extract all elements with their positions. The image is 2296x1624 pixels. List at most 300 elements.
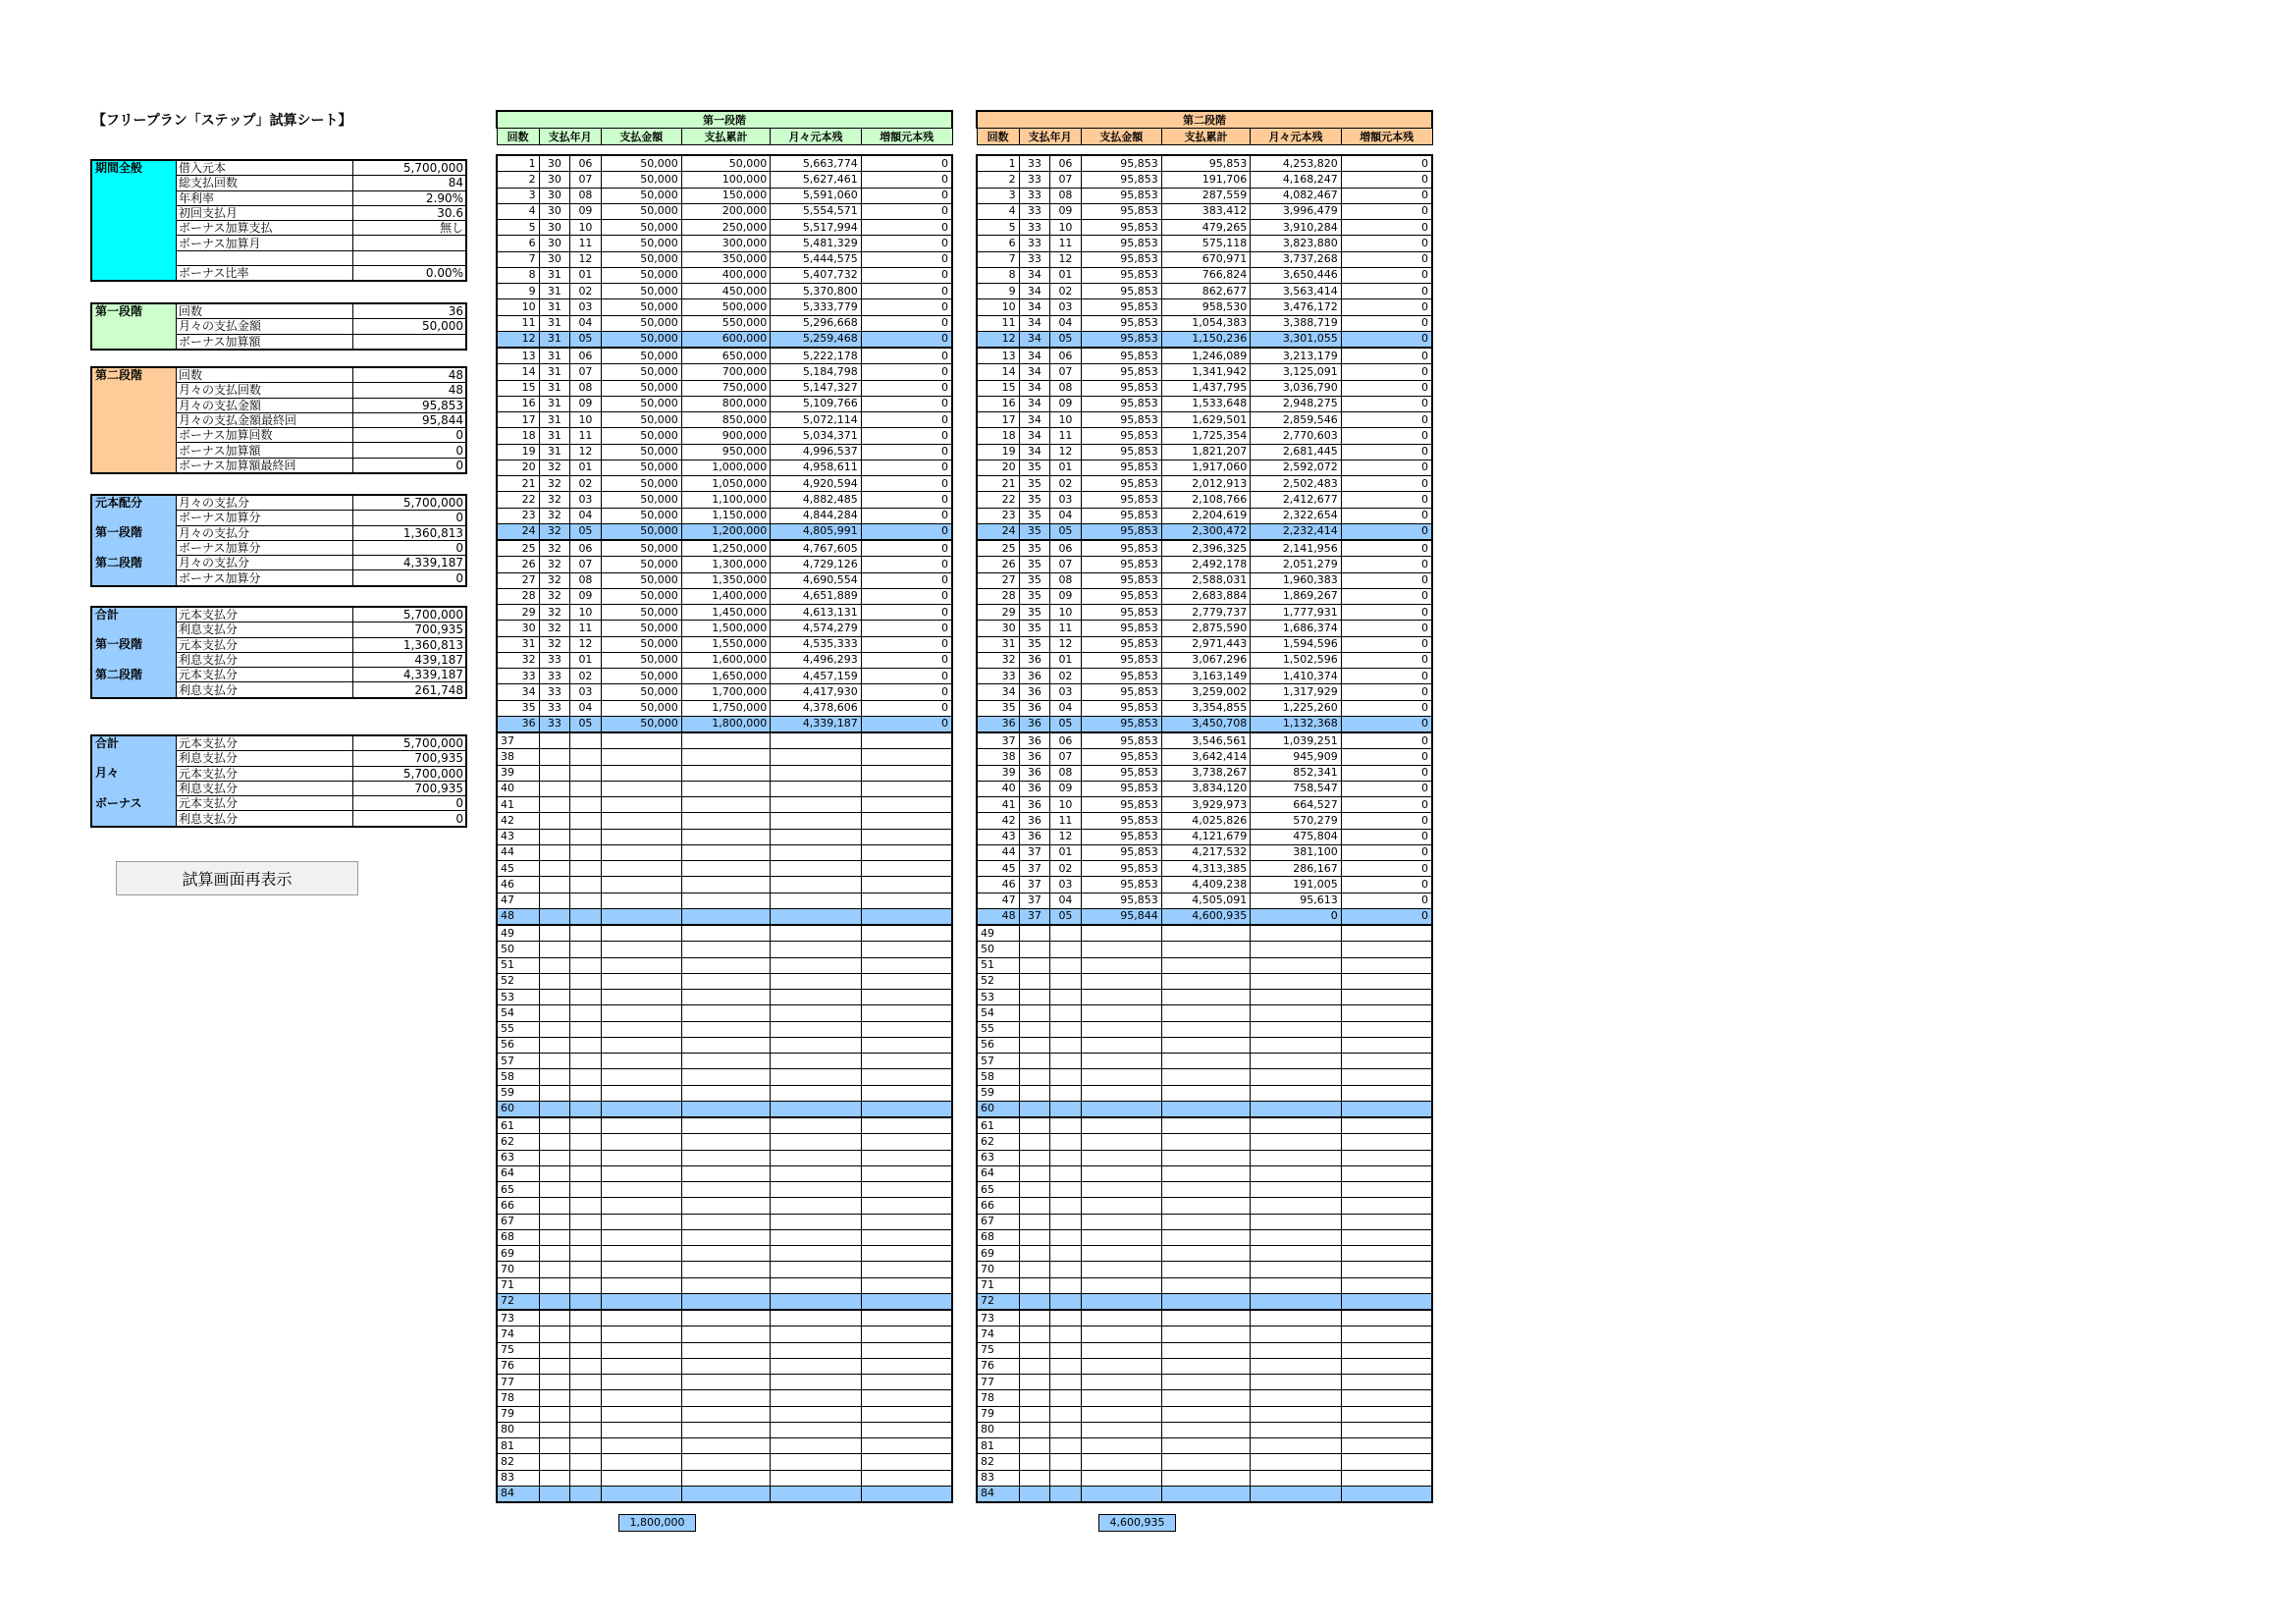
schedule-cell: 3,563,414 — [1251, 284, 1342, 299]
schedule-cell: 2,859,546 — [1251, 412, 1342, 428]
schedule-cell: 1,700,000 — [681, 684, 770, 700]
schedule-cell — [1251, 1470, 1342, 1486]
schedule-cell — [539, 797, 570, 813]
schedule-cell: 18 — [497, 428, 539, 444]
schedule-cell — [1019, 925, 1050, 942]
schedule-cell: 0 — [1341, 540, 1432, 557]
schedule-cell — [539, 1214, 570, 1229]
schedule-cell: 95,853 — [1081, 172, 1161, 188]
schedule-row — [497, 844, 952, 860]
payment-totals-table — [90, 606, 467, 699]
schedule-cell — [570, 781, 602, 796]
schedule-cell: 0 — [1341, 523, 1432, 540]
schedule-cell: 37 — [1019, 893, 1050, 908]
schedule-cell: 30 — [539, 220, 570, 236]
schedule-cell — [570, 1422, 602, 1437]
schedule-cell — [1019, 1454, 1050, 1470]
param-value: 無し — [353, 221, 467, 236]
schedule-cell — [861, 1214, 952, 1229]
schedule-row — [977, 220, 1432, 236]
schedule-cell: 08 — [1050, 765, 1082, 781]
schedule-cell: 12 — [1050, 251, 1082, 267]
param-label: 元本支払分 — [177, 668, 353, 682]
param-value: 0 — [353, 796, 467, 811]
schedule-cell: 95,853 — [1081, 188, 1161, 203]
schedule-cell: 65 — [497, 1182, 539, 1198]
schedule-cell: 95,853 — [1081, 203, 1161, 219]
schedule-cell — [1019, 1037, 1050, 1053]
schedule-cell — [570, 1406, 602, 1422]
schedule-cell: 95,853 — [1081, 557, 1161, 572]
schedule-cell: 287,559 — [1161, 188, 1250, 203]
schedule-cell — [1050, 1262, 1082, 1277]
schedule-cell — [681, 942, 770, 957]
schedule-cell: 0 — [861, 267, 952, 283]
schedule-cell: 50,000 — [601, 348, 681, 364]
schedule-cell: 5,259,468 — [771, 331, 862, 348]
schedule-cell — [539, 1454, 570, 1470]
param-value: 84 — [353, 176, 467, 190]
schedule-cell: 0 — [1341, 557, 1432, 572]
schedule-cell: 0 — [1341, 749, 1432, 765]
schedule-cell: 61 — [497, 1117, 539, 1134]
schedule-cell: 5,370,800 — [771, 284, 862, 299]
schedule-cell: 01 — [570, 460, 602, 475]
schedule-cell: 1,594,596 — [1251, 636, 1342, 652]
schedule-cell — [771, 1117, 862, 1134]
schedule-cell: 08 — [1050, 188, 1082, 203]
schedule-cell — [1161, 1454, 1250, 1470]
schedule-cell — [1081, 1358, 1161, 1374]
param-label: ボーナス加算月 — [177, 236, 353, 250]
schedule-cell — [771, 1406, 862, 1422]
schedule-cell — [681, 1358, 770, 1374]
schedule-cell — [681, 1165, 770, 1181]
schedule-cell — [570, 797, 602, 813]
schedule-cell: 75 — [497, 1342, 539, 1358]
schedule-cell — [681, 1101, 770, 1117]
schedule-cell: 33 — [1019, 236, 1050, 251]
schedule-cell — [1081, 1277, 1161, 1293]
redisplay-button[interactable]: 試算画面再表示 — [116, 861, 358, 895]
schedule-cell: 0 — [1341, 444, 1432, 460]
schedule-cell — [601, 1069, 681, 1085]
schedule-cell — [771, 925, 862, 942]
schedule-cell — [681, 1229, 770, 1245]
schedule-cell — [861, 1486, 952, 1502]
schedule-cell — [601, 1214, 681, 1229]
schedule-cell: 73 — [977, 1310, 1019, 1326]
schedule-cell: 5 — [977, 220, 1019, 236]
schedule-cell: 0 — [1341, 781, 1432, 796]
schedule-cell: 12 — [570, 636, 602, 652]
schedule-row — [977, 1085, 1432, 1101]
schedule-cell — [1161, 1229, 1250, 1245]
schedule-cell: 08 — [570, 572, 602, 588]
schedule-cell — [601, 1037, 681, 1053]
sheet-title: 【フリープラン「ステップ」試算シート】 — [92, 113, 352, 129]
schedule-row — [497, 364, 952, 380]
schedule-cell — [539, 908, 570, 925]
schedule-cell — [1161, 1326, 1250, 1342]
schedule-cell: 0 — [1341, 572, 1432, 588]
schedule-row — [977, 172, 1432, 188]
schedule-cell: 23 — [497, 508, 539, 523]
schedule-row — [977, 1326, 1432, 1342]
schedule-row — [497, 669, 952, 684]
schedule-cell: 47 — [497, 893, 539, 908]
schedule-cell: 33 — [1019, 251, 1050, 267]
schedule-cell — [539, 861, 570, 877]
schedule-cell — [681, 877, 770, 893]
schedule-cell — [1019, 1293, 1050, 1310]
schedule-cell — [1161, 1342, 1250, 1358]
schedule-cell: 766,824 — [1161, 267, 1250, 283]
schedule-cell: 12 — [570, 444, 602, 460]
schedule-cell: 1,869,267 — [1251, 588, 1342, 604]
schedule-cell — [570, 749, 602, 765]
param-value — [353, 250, 467, 265]
schedule-cell: 01 — [570, 652, 602, 668]
schedule-cell: 37 — [1019, 844, 1050, 860]
schedule-cell: 2,204,619 — [1161, 508, 1250, 523]
schedule-cell — [681, 1406, 770, 1422]
schedule-cell: 1,317,929 — [1251, 684, 1342, 700]
schedule-cell — [539, 1150, 570, 1165]
schedule-row — [497, 1054, 952, 1069]
schedule-cell — [1251, 1454, 1342, 1470]
schedule-cell: 05 — [570, 523, 602, 540]
schedule-cell: 0 — [861, 331, 952, 348]
schedule-cell: 0 — [1341, 348, 1432, 364]
schedule-row — [977, 1150, 1432, 1165]
schedule-cell — [1019, 942, 1050, 957]
schedule-row — [977, 797, 1432, 813]
schedule-cell — [601, 1406, 681, 1422]
schedule-row — [977, 492, 1432, 508]
schedule-cell: 34 — [1019, 315, 1050, 331]
schedule-cell — [771, 1054, 862, 1069]
param-label: 月々の支払金額 — [177, 319, 353, 334]
column-header: 回数 — [497, 129, 539, 145]
schedule-cell: 95,853 — [1081, 588, 1161, 604]
param-label: 元本支払分 — [177, 637, 353, 652]
schedule-cell — [771, 1101, 862, 1117]
schedule-cell: 95,853 — [1081, 348, 1161, 364]
schedule-cell: 4,378,606 — [771, 700, 862, 716]
schedule-row — [497, 765, 952, 781]
schedule-cell — [539, 1438, 570, 1454]
payment-breakdown-table — [90, 734, 467, 828]
schedule-cell: 2,051,279 — [1251, 557, 1342, 572]
schedule-cell — [1161, 1037, 1250, 1053]
schedule-cell: 56 — [497, 1037, 539, 1053]
schedule-cell: 0 — [1341, 188, 1432, 203]
schedule-cell — [1341, 1358, 1432, 1374]
schedule-cell: 03 — [570, 299, 602, 315]
schedule-cell — [1251, 1375, 1342, 1390]
schedule-cell — [570, 1486, 602, 1502]
schedule-cell: 02 — [1050, 284, 1082, 299]
schedule-cell: 3,450,708 — [1161, 716, 1250, 732]
schedule-cell: 84 — [497, 1486, 539, 1502]
schedule-cell: 69 — [497, 1246, 539, 1262]
schedule-cell: 4,496,293 — [771, 652, 862, 668]
schedule-cell: 0 — [861, 669, 952, 684]
param-label: ボーナス比率 — [177, 266, 353, 282]
schedule-cell — [601, 1358, 681, 1374]
param-category-label: 第一段階 — [91, 637, 177, 668]
schedule-row — [977, 1165, 1432, 1181]
schedule-cell: 95,853 — [1081, 444, 1161, 460]
schedule-cell: 56 — [977, 1037, 1019, 1053]
schedule-cell — [570, 908, 602, 925]
schedule-cell: 4,805,991 — [771, 523, 862, 540]
schedule-cell: 0 — [861, 572, 952, 588]
schedule-cell: 10 — [570, 220, 602, 236]
schedule-cell: 21 — [497, 476, 539, 492]
schedule-cell: 28 — [497, 588, 539, 604]
schedule-cell — [570, 1150, 602, 1165]
schedule-cell: 41 — [977, 797, 1019, 813]
schedule-cell: 46 — [497, 877, 539, 893]
schedule-cell: 30 — [539, 188, 570, 203]
schedule-cell — [771, 1021, 862, 1037]
schedule-cell — [1050, 1117, 1082, 1134]
schedule-cell: 82 — [497, 1454, 539, 1470]
schedule-cell — [771, 813, 862, 829]
schedule-cell: 1,200,000 — [681, 523, 770, 540]
schedule-cell: 0 — [861, 172, 952, 188]
schedule-cell: 32 — [539, 508, 570, 523]
schedule-cell: 0 — [1341, 844, 1432, 860]
schedule-cell: 3,125,091 — [1251, 364, 1342, 380]
schedule-cell: 3,738,267 — [1161, 765, 1250, 781]
schedule-cell — [601, 1486, 681, 1502]
schedule-cell: 63 — [497, 1150, 539, 1165]
schedule-cell — [771, 1293, 862, 1310]
schedule-cell: 10 — [570, 605, 602, 621]
schedule-cell: 950,000 — [681, 444, 770, 460]
schedule-cell: 32 — [539, 572, 570, 588]
schedule-cell — [681, 1054, 770, 1069]
schedule-cell: 5,554,571 — [771, 203, 862, 219]
schedule-cell: 8 — [977, 267, 1019, 283]
schedule-cell — [1251, 1390, 1342, 1406]
schedule-cell: 95,853 — [1081, 412, 1161, 428]
schedule-cell: 07 — [570, 364, 602, 380]
schedule-cell — [681, 1486, 770, 1502]
schedule-row — [977, 284, 1432, 299]
schedule-cell — [1019, 1358, 1050, 1374]
schedule-cell: 0 — [1341, 155, 1432, 172]
schedule-cell: 0 — [861, 251, 952, 267]
schedule-row — [497, 155, 952, 172]
schedule-cell: 1,502,596 — [1251, 652, 1342, 668]
schedule-cell — [1161, 1117, 1250, 1134]
schedule-cell: 4,168,247 — [1251, 172, 1342, 188]
schedule-cell — [681, 1037, 770, 1053]
schedule-row — [977, 813, 1432, 829]
schedule-cell — [1251, 925, 1342, 942]
schedule-cell — [1161, 1150, 1250, 1165]
schedule-cell — [771, 877, 862, 893]
schedule-cell: 95,853 — [1081, 299, 1161, 315]
schedule-cell: 09 — [1050, 781, 1082, 796]
schedule-cell: 0 — [1341, 476, 1432, 492]
schedule-cell — [1019, 1117, 1050, 1134]
schedule-cell: 2,770,603 — [1251, 428, 1342, 444]
schedule-row — [497, 797, 952, 813]
param-label: 月々の支払金額 — [177, 398, 353, 412]
schedule-cell: 95,853 — [1081, 732, 1161, 749]
schedule-cell — [1081, 1326, 1161, 1342]
schedule-cell — [1019, 1101, 1050, 1117]
schedule-cell: 49 — [977, 925, 1019, 942]
schedule-cell: 28 — [977, 588, 1019, 604]
param-row — [91, 367, 466, 383]
schedule-cell: 95,853 — [1081, 523, 1161, 540]
schedule-cell: 31 — [539, 444, 570, 460]
overall-params-table — [90, 159, 467, 282]
schedule-cell — [1019, 1054, 1050, 1069]
schedule-cell: 550,000 — [681, 315, 770, 331]
schedule-cell: 34 — [497, 684, 539, 700]
schedule-cell: 4,409,238 — [1161, 877, 1250, 893]
schedule-cell: 36 — [1019, 716, 1050, 732]
schedule-cell — [539, 1037, 570, 1053]
schedule-row — [977, 908, 1432, 925]
schedule-cell: 3,213,179 — [1251, 348, 1342, 364]
schedule-cell — [570, 1182, 602, 1198]
schedule-cell: 5,034,371 — [771, 428, 862, 444]
schedule-cell — [861, 1054, 952, 1069]
schedule-cell — [861, 990, 952, 1005]
schedule-row — [977, 957, 1432, 973]
schedule-cell — [1081, 1021, 1161, 1037]
schedule-row — [497, 1454, 952, 1470]
schedule-row — [977, 572, 1432, 588]
schedule-cell — [601, 1422, 681, 1437]
schedule-row — [497, 781, 952, 796]
schedule-cell: 2,492,178 — [1161, 557, 1250, 572]
schedule-cell: 50,000 — [601, 652, 681, 668]
schedule-cell: 50,000 — [601, 572, 681, 588]
schedule-cell: 09 — [1050, 588, 1082, 604]
schedule-cell: 29 — [977, 605, 1019, 621]
schedule-row — [977, 444, 1432, 460]
schedule-cell: 191,706 — [1161, 172, 1250, 188]
schedule-row — [977, 315, 1432, 331]
schedule-cell: 76 — [497, 1358, 539, 1374]
schedule-cell — [570, 973, 602, 989]
schedule-cell: 75 — [977, 1342, 1019, 1358]
schedule-cell: 30 — [497, 621, 539, 636]
schedule-cell — [681, 1069, 770, 1085]
schedule-row — [977, 236, 1432, 251]
schedule-row — [497, 749, 952, 765]
schedule-cell: 35 — [1019, 605, 1050, 621]
param-label: 初回支払月 — [177, 205, 353, 220]
schedule-cell: 37 — [1019, 861, 1050, 877]
schedule-cell — [861, 1470, 952, 1486]
schedule-cell: 0 — [1341, 172, 1432, 188]
schedule-row — [497, 1422, 952, 1437]
schedule-cell — [681, 1150, 770, 1165]
schedule-cell: 4,767,605 — [771, 540, 862, 557]
schedule-cell: 500,000 — [681, 299, 770, 315]
schedule-cell: 38 — [497, 749, 539, 765]
schedule-cell: 1,437,795 — [1161, 380, 1250, 396]
schedule-cell — [539, 1101, 570, 1117]
schedule-cell — [539, 893, 570, 908]
param-category-label: ボーナス — [91, 796, 177, 827]
schedule-cell: 33 — [539, 652, 570, 668]
schedule-cell — [570, 1229, 602, 1245]
param-label: ボーナス加算分 — [177, 511, 353, 525]
schedule-cell: 1,725,354 — [1161, 428, 1250, 444]
schedule-cell: 67 — [977, 1214, 1019, 1229]
schedule-cell — [1251, 1101, 1342, 1117]
schedule-row — [977, 523, 1432, 540]
schedule-cell: 400,000 — [681, 267, 770, 283]
schedule-cell — [771, 1486, 862, 1502]
schedule-cell — [861, 1101, 952, 1117]
schedule-cell — [1019, 1486, 1050, 1502]
schedule-cell — [539, 1390, 570, 1406]
schedule-cell: 12 — [977, 331, 1019, 348]
schedule-cell: 0 — [1341, 813, 1432, 829]
schedule-cell: 479,265 — [1161, 220, 1250, 236]
schedule-cell: 52 — [497, 973, 539, 989]
schedule-cell — [1161, 1390, 1250, 1406]
schedule-cell — [1161, 1262, 1250, 1277]
schedule-cell: 11 — [570, 428, 602, 444]
schedule-row — [977, 877, 1432, 893]
schedule-cell — [1081, 1470, 1161, 1486]
schedule-cell — [1161, 1293, 1250, 1310]
schedule-cell: 20 — [977, 460, 1019, 475]
schedule-cell: 0 — [1341, 396, 1432, 411]
schedule-cell: 10 — [570, 412, 602, 428]
param-category-label: 合計 — [91, 735, 177, 766]
schedule-cell: 36 — [1019, 732, 1050, 749]
schedule-cell: 0 — [861, 412, 952, 428]
schedule-cell: 2,875,590 — [1161, 621, 1250, 636]
schedule-row — [977, 460, 1432, 475]
param-value: 5,700,000 — [353, 766, 467, 781]
schedule-row — [977, 396, 1432, 411]
schedule-cell: 50,000 — [601, 155, 681, 172]
schedule-cell: 5,072,114 — [771, 412, 862, 428]
schedule-cell — [861, 1277, 952, 1293]
schedule-cell: 4 — [977, 203, 1019, 219]
column-header: 支払金額 — [601, 129, 681, 145]
schedule-cell — [570, 1214, 602, 1229]
schedule-cell: 31 — [977, 636, 1019, 652]
schedule-cell: 2,108,766 — [1161, 492, 1250, 508]
schedule-cell — [681, 1326, 770, 1342]
schedule-cell: 02 — [570, 476, 602, 492]
schedule-cell — [601, 1310, 681, 1326]
schedule-cell: 21 — [977, 476, 1019, 492]
schedule-cell: 0 — [1341, 765, 1432, 781]
schedule-cell: 32 — [539, 621, 570, 636]
schedule-cell: 50 — [497, 942, 539, 957]
schedule-cell: 13 — [497, 348, 539, 364]
schedule-cell: 40 — [497, 781, 539, 796]
schedule-cell: 50,000 — [601, 315, 681, 331]
